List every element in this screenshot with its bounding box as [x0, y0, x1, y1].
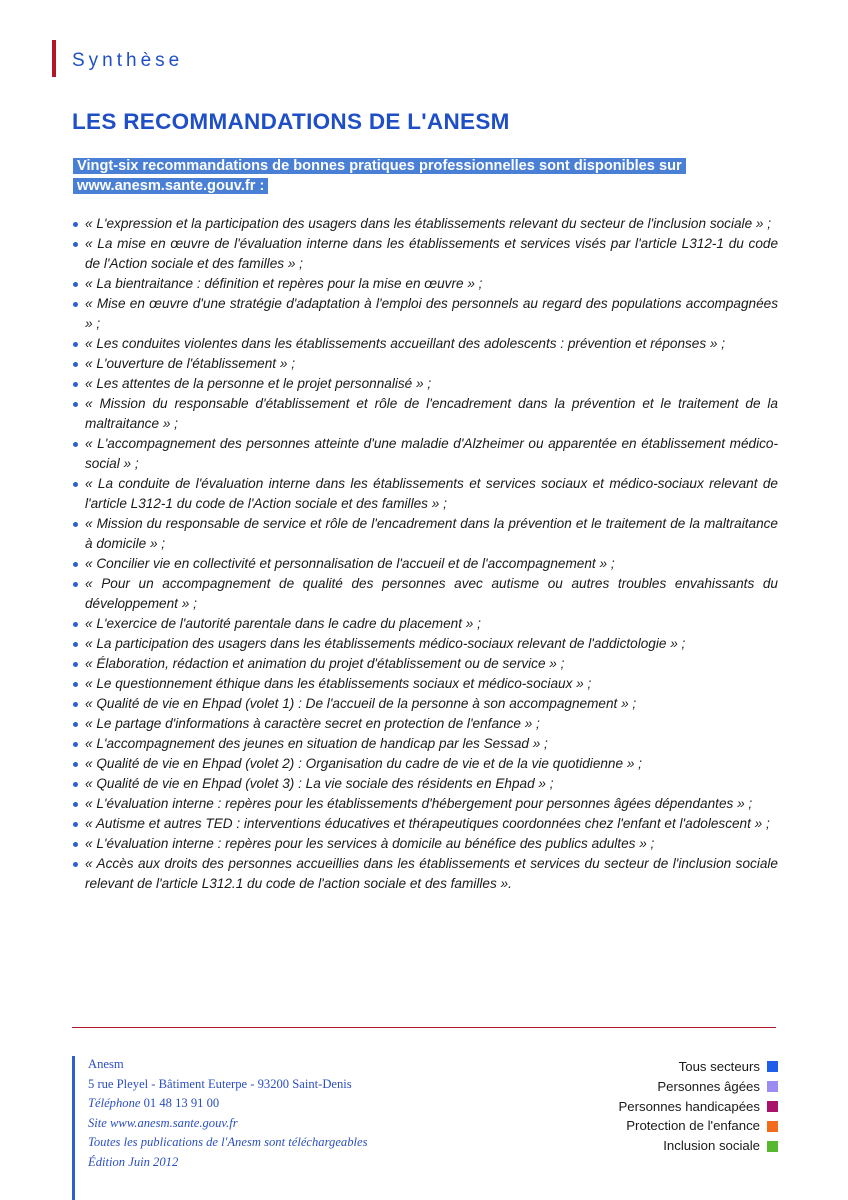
footer-contact	[88, 1055, 368, 1173]
recommendation-item: « Le questionnement éthique dans les établissements sociaux et médico-sociaux » ;	[72, 674, 778, 694]
footer-site[interactable]: Site www.anesm.sante.gouv.fr	[88, 1115, 238, 1130]
recommendation-item: « Concilier vie en collectivité et personnalisation de l'accueil et de l'accompagnement » ;	[72, 554, 778, 574]
legend-item-personnes-handicapees	[618, 1097, 778, 1117]
legend-swatch	[767, 1061, 778, 1072]
legend-item-inclusion-sociale	[618, 1136, 778, 1156]
recommendation-item: « L'expression et la participation des usagers dans les établissements relevant du secteur de l'inclusion sociale » ;	[72, 214, 778, 234]
recommendation-item: « Qualité de vie en Ehpad (volet 2) : Organisation du cadre de vie et de la vie quotidienne » ;	[72, 754, 778, 774]
legend-label: Tous secteurs	[678, 1059, 760, 1074]
section-label: Synthèse	[72, 50, 184, 71]
legend-label: Personnes âgées	[657, 1078, 760, 1094]
recommendation-item: « L'exercice de l'autorité parentale dans le cadre du placement » ;	[72, 614, 778, 634]
header-accent-bar	[52, 40, 56, 77]
legend-label: Protection de l'enfance	[626, 1118, 760, 1134]
recommendation-item: « L'accompagnement des personnes atteinte d'une maladie d'Alzheimer ou apparentée en établissement médico-social » ;	[72, 434, 778, 474]
legend-swatch	[767, 1081, 778, 1092]
sector-legend	[618, 1057, 778, 1156]
legend-swatch	[767, 1121, 778, 1132]
recommendation-item: « La bientraitance : définition et repères pour la mise en œuvre » ;	[72, 274, 778, 294]
footer-downloads: Toutes les publications de l'Anesm sont téléchargeables	[88, 1135, 368, 1150]
recommendation-item: « L'accompagnement des jeunes en situation de handicap par les Sessad » ;	[72, 734, 778, 754]
recommendation-item: « Accès aux droits des personnes accueillies dans les établissements et services du secteur de l'inclusion sociale relevant de l'article L312.1 du code de l'action sociale et des familles ».	[72, 854, 778, 894]
recommendation-item: « Le partage d'informations à caractère secret en protection de l'enfance » ;	[72, 714, 778, 734]
recommendation-item: « Qualité de vie en Ehpad (volet 1) : De l'accueil de la personne à son accompagnement » ;	[72, 694, 778, 714]
recommendation-item: « Élaboration, rédaction et animation du projet d'établissement ou de service » ;	[72, 654, 778, 674]
intro-line-2: www.anesm.sante.gouv.fr :	[73, 178, 268, 194]
recommendation-item: « Mission du responsable d'établissement et rôle de l'encadrement dans la prévention et le traitement de la maltraitance » ;	[72, 394, 778, 434]
footer-address: 5 rue Pleyel - Bâtiment Euterpe - 93200 Saint-Denis	[88, 1076, 352, 1091]
legend-swatch	[767, 1101, 778, 1112]
intro-highlight	[73, 156, 693, 196]
footer-divider	[72, 1027, 776, 1028]
footer-accent-bar	[72, 1056, 75, 1200]
recommendation-item: « La mise en œuvre de l'évaluation interne dans les établissements et services visés par l'article L312-1 du code de l'Action sociale et des familles » ;	[72, 234, 778, 274]
legend-swatch	[767, 1141, 778, 1152]
footer-phone-label: Téléphone	[88, 1096, 141, 1111]
recommendation-item: « La participation des usagers dans les établissements médico-sociaux relevant de l'addictologie » ;	[72, 634, 778, 654]
legend-label: Personnes handicapées	[618, 1098, 760, 1114]
footer-phone-line	[88, 1094, 368, 1114]
intro-line-1: Vingt-six recommandations de bonnes pratiques professionnelles sont disponibles sur	[73, 158, 686, 174]
recommendation-item: « Autisme et autres TED : interventions éducatives et thérapeutiques coordonnées chez l'enfant et l'adolescent » ;	[72, 814, 778, 834]
footer-phone: 01 48 13 91 00	[140, 1096, 220, 1111]
footer-org: Anesm	[88, 1057, 124, 1071]
recommendation-item: « Les attentes de la personne et le projet personnalisé » ;	[72, 374, 778, 394]
legend-item-protection-enfance	[618, 1116, 778, 1136]
recommendation-item: « Mise en œuvre d'une stratégie d'adaptation à l'emploi des personnels au regard des populations accompagnées » ;	[72, 294, 778, 334]
footer-edition: Édition Juin 2012	[88, 1154, 179, 1169]
legend-label: Inclusion sociale	[663, 1138, 760, 1154]
recommendations-list	[72, 214, 778, 894]
recommendation-item: « La conduite de l'évaluation interne dans les établissements et services sociaux et médico-sociaux relevant de l'article L312-1 du code de l'Action sociale et des familles » ;	[72, 474, 778, 514]
recommendation-item: « L'évaluation interne : repères pour les services à domicile au bénéfice des publics adultes » ;	[72, 834, 778, 854]
legend-item-tous-secteurs	[618, 1057, 778, 1077]
recommendation-item: « L'ouverture de l'établissement » ;	[72, 354, 778, 374]
page-title: LES RECOMMANDATIONS DE L'ANESM	[72, 109, 510, 134]
recommendation-item: « Mission du responsable de service et rôle de l'encadrement dans la prévention et le traitement de la maltraitance à domicile » ;	[72, 514, 778, 554]
recommendation-item: « L'évaluation interne : repères pour les établissements d'hébergement pour personnes âgées dépendantes » ;	[72, 794, 778, 814]
recommendation-item: « Pour un accompagnement de qualité des personnes avec autisme ou autres troubles envahissants du développement » ;	[72, 574, 778, 614]
recommendation-item: « Les conduites violentes dans les établissements accueillant des adolescents : prévention et réponses » ;	[72, 334, 778, 354]
recommendation-item: « Qualité de vie en Ehpad (volet 3) : La vie sociale des résidents en Ehpad » ;	[72, 774, 778, 794]
legend-item-personnes-agees	[618, 1077, 778, 1097]
